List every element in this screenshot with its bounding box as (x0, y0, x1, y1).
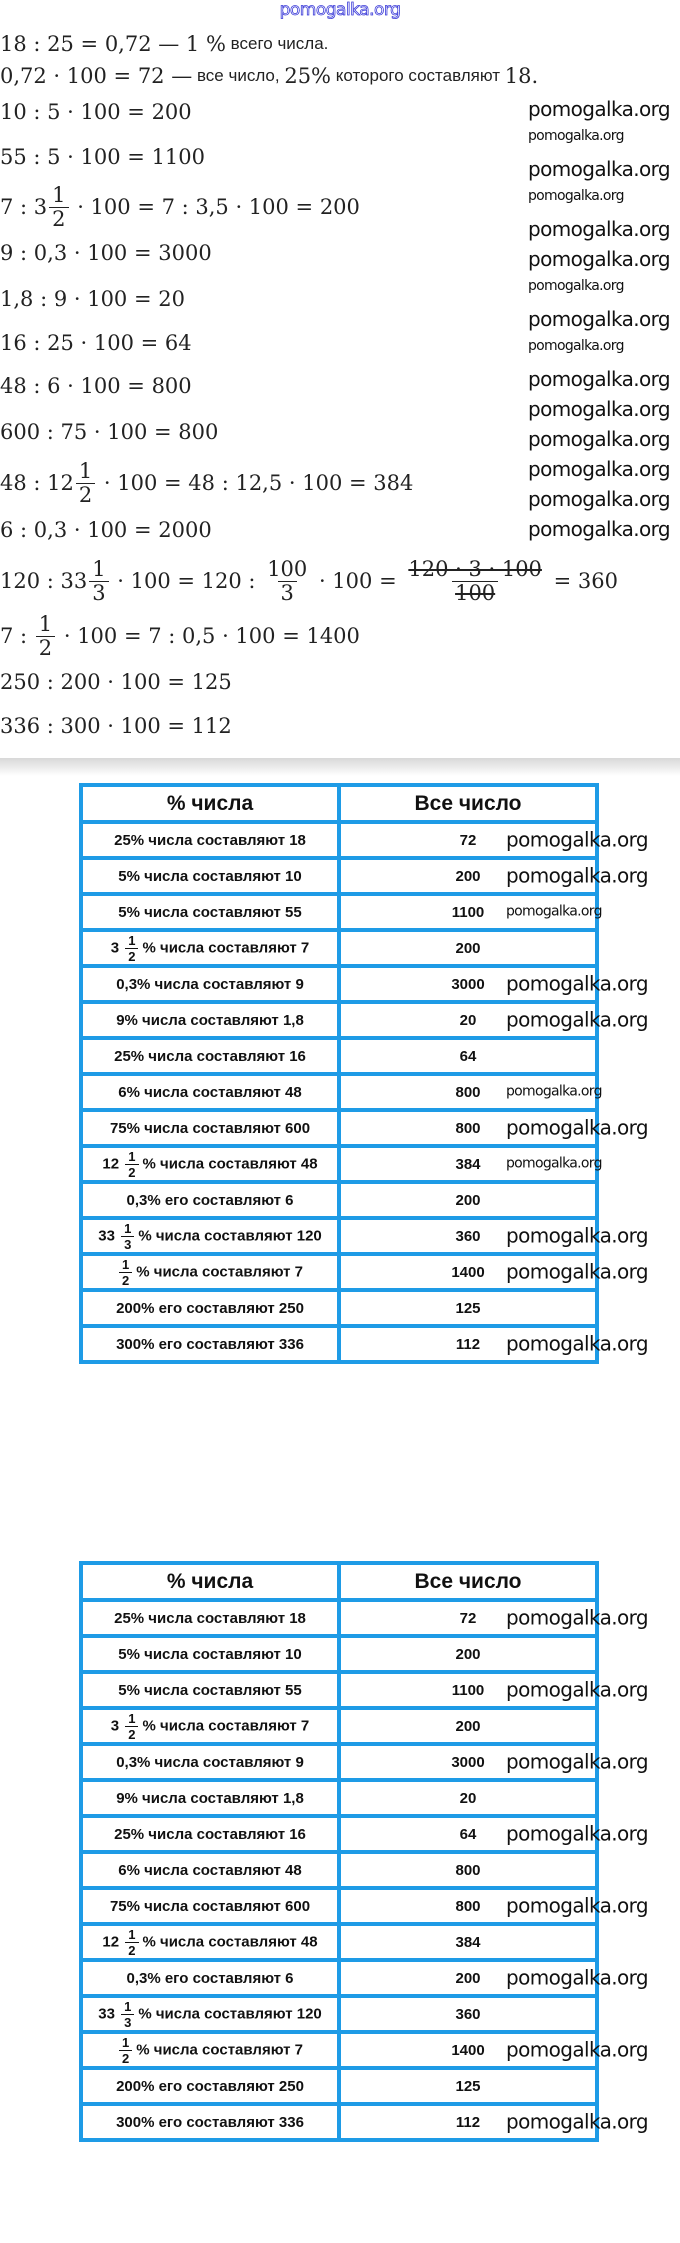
math-text: 48 : 12 (0, 471, 74, 495)
total-value: 200 (455, 867, 481, 885)
table-row (81, 858, 597, 894)
watermark-text: pomogalka.org (528, 307, 671, 331)
total-cell (339, 1038, 597, 1074)
solution-line (0, 56, 538, 96)
math-text: 7 : (0, 624, 34, 648)
text: 0,3% числа составляют 9 (116, 1753, 304, 1771)
watermark-text: pomogalka.org (528, 128, 624, 144)
percent-cell (81, 1146, 339, 1182)
total-value: 200 (455, 1645, 481, 1663)
math-text: · 100 = 48 : 12,5 · 100 = 384 (97, 471, 414, 495)
total-cell (339, 1326, 649, 1362)
percent-cell (81, 1182, 339, 1218)
solution-line (0, 412, 218, 452)
table-row (81, 1002, 597, 1038)
fraction (264, 556, 310, 605)
section-divider (0, 758, 680, 776)
solution-line (0, 92, 192, 132)
fraction (125, 1712, 138, 1741)
table-row (81, 1038, 597, 1074)
percent-cell (81, 966, 339, 1002)
table-row (81, 1960, 597, 1996)
column-header-total: Все число (339, 1563, 597, 1600)
math-text: 18 : 25 = 0,72 — 1 % (0, 32, 226, 56)
math-text: · 100 = (312, 569, 404, 593)
total-value: 800 (455, 1119, 481, 1137)
text: 9% числа составляют 1,8 (116, 1011, 304, 1029)
percent-cell (81, 930, 339, 966)
solution-line (0, 706, 232, 746)
percent-cell (81, 1290, 339, 1326)
percent-cell (81, 822, 339, 858)
column-header-percent: % числа (81, 785, 339, 822)
watermark-text: pomogalka.org (506, 1223, 649, 1248)
percent-cell (81, 2032, 339, 2068)
fraction (405, 556, 545, 605)
fraction-numerator: 1 (128, 1148, 136, 1164)
text: 5% числа составляют 55 (118, 1681, 302, 1699)
total-cell (339, 1996, 597, 2032)
text: % числа составляют 7 (136, 2040, 303, 2058)
table-row (81, 1074, 597, 1110)
total-cell (339, 930, 597, 966)
table-row (81, 1888, 597, 1924)
watermark-text: pomogalka.org (528, 217, 671, 241)
total-cell (339, 2068, 597, 2104)
total-value: 64 (459, 1825, 477, 1843)
watermark-text: pomogalka.org (506, 903, 602, 920)
solution-line (0, 556, 618, 605)
text: 25% числа составляют 16 (114, 1047, 306, 1065)
percent-cell (81, 1110, 339, 1146)
total-cell (339, 1254, 649, 1290)
percent-cell (81, 1218, 339, 1254)
text: 33 (98, 2004, 120, 2022)
table-row (81, 1254, 597, 1290)
watermark-text: pomogalka.org (506, 1749, 649, 1774)
fraction-numerator: 120 · 3 · 100 (408, 556, 542, 581)
fraction-denominator: 3 (89, 581, 108, 604)
watermark-text: pomogalka.org (506, 1677, 649, 1702)
table-row (81, 1600, 597, 1636)
watermark-text: pomogalka.org (506, 1893, 649, 1918)
total-value: 200 (455, 939, 481, 957)
fraction-numerator: 1 (38, 611, 53, 636)
percent-cell (81, 894, 339, 930)
table-header-row (81, 785, 597, 822)
table-row (81, 1996, 597, 2032)
total-cell (339, 858, 649, 894)
table-row (81, 1146, 597, 1182)
total-cell (339, 1816, 649, 1852)
total-value: 20 (459, 1011, 477, 1029)
text: % числа составляют 120 (138, 2004, 322, 2022)
total-cell (339, 1744, 649, 1780)
text: 3 (110, 1716, 124, 1734)
fraction-numerator: 1 (128, 1926, 136, 1942)
fraction-denominator: 3 (121, 1236, 134, 1251)
percent-cell (81, 2104, 339, 2140)
total-value: 1400 (451, 1263, 485, 1281)
total-value: 112 (455, 2113, 481, 2131)
watermark-text: pomogalka.org (506, 2109, 649, 2134)
percent-cell (81, 1888, 339, 1924)
watermark-text: pomogalka.org (528, 338, 624, 354)
text: % числа составляют 48 (142, 1154, 318, 1172)
math-text: 6 : 0,3 · 100 = 2000 (0, 518, 212, 542)
text: которого составляют (331, 66, 505, 85)
table-row (81, 1744, 597, 1780)
percent-cell (81, 1708, 339, 1744)
table-row (81, 1290, 597, 1326)
percent-cell (81, 1816, 339, 1852)
watermark-text: pomogalka.org (528, 157, 671, 181)
math-text: 16 : 25 · 100 = 64 (0, 331, 192, 355)
percent-cell (81, 1996, 339, 2032)
watermark-text: pomogalka.org (506, 971, 649, 996)
watermark-text: pomogalka.org (506, 2037, 649, 2062)
column-header-total: Все число (339, 785, 597, 822)
watermark-text: pomogalka.org (528, 247, 671, 271)
total-cell (339, 1110, 649, 1146)
table-row (81, 2104, 597, 2140)
total-value: 200 (455, 1969, 481, 1987)
math-text: 0,72 · 100 = 72 — (0, 64, 193, 88)
fraction-numerator: 100 (267, 556, 308, 581)
watermark-text: pomogalka.org (528, 457, 671, 481)
percent-cell (81, 2068, 339, 2104)
percent-cell (81, 1074, 339, 1110)
fraction-denominator: 100 (452, 581, 498, 604)
watermark-text: pomogalka.org (528, 278, 624, 294)
fraction-numerator: 1 (122, 2034, 130, 2050)
watermark-text: pomogalka.org (506, 1331, 649, 1356)
fraction-denominator: 2 (125, 948, 138, 963)
total-value: 72 (459, 1609, 477, 1627)
total-cell (339, 966, 649, 1002)
total-value: 200 (455, 1191, 481, 1209)
text: 0,3% его составляют 6 (126, 1191, 294, 1209)
fraction-numerator: 1 (122, 1256, 130, 1272)
text: 0,3% числа составляют 9 (116, 975, 304, 993)
table-row (81, 1780, 597, 1816)
text: % числа составляют 120 (138, 1226, 322, 1244)
text: 300% его составляют 336 (116, 1335, 304, 1353)
fraction-denominator: 3 (278, 581, 297, 604)
math-text: · 100 = 7 : 0,5 · 100 = 1400 (57, 624, 360, 648)
table-row (81, 966, 597, 1002)
table-row (81, 822, 597, 858)
solution-line (0, 233, 212, 273)
total-cell (339, 1924, 597, 1960)
table-row (81, 2032, 597, 2068)
total-cell (339, 2104, 649, 2140)
total-cell (339, 1182, 597, 1218)
total-cell (339, 822, 649, 858)
solution-line (0, 611, 360, 660)
fraction (121, 1222, 134, 1251)
watermark-text: pomogalka.org (528, 97, 671, 121)
table-row (81, 1218, 597, 1254)
text: 25% числа составляют 16 (114, 1825, 306, 1843)
table-row (81, 930, 597, 966)
solution-line (0, 323, 192, 363)
total-value: 3000 (451, 1753, 485, 1771)
fraction (125, 934, 138, 963)
math-text: 120 : 33 (0, 569, 88, 593)
site-logo-watermark: pomogalka.org (279, 0, 401, 20)
fraction-numerator: 1 (78, 458, 93, 483)
total-cell (339, 1600, 649, 1636)
percent-cell (81, 1924, 339, 1960)
watermark-text: pomogalka.org (506, 827, 649, 852)
table-row (81, 1326, 597, 1362)
fraction-denominator: 2 (49, 207, 68, 230)
fraction-denominator: 2 (125, 1942, 138, 1957)
percent-cell (81, 1960, 339, 1996)
table-row (81, 1182, 597, 1218)
total-value: 800 (455, 1083, 481, 1101)
total-value: 3000 (451, 975, 485, 993)
text: 25% числа составляют 18 (114, 831, 306, 849)
math-text: 9 : 0,3 · 100 = 3000 (0, 241, 212, 265)
watermark-text: pomogalka.org (506, 1155, 602, 1172)
total-cell (339, 2032, 649, 2068)
text: 0,3% его составляют 6 (126, 1969, 294, 1987)
fraction-numerator: 1 (128, 1710, 136, 1726)
total-cell (339, 1672, 649, 1708)
solution-line (0, 366, 192, 406)
fraction-numerator: 1 (92, 556, 106, 581)
total-value: 72 (459, 831, 477, 849)
math-text: 55 : 5 · 100 = 1100 (0, 145, 206, 169)
total-value: 360 (455, 1227, 481, 1245)
math-text: 10 : 5 · 100 = 200 (0, 100, 192, 124)
fraction-denominator: 2 (76, 483, 95, 506)
watermark-text: pomogalka.org (506, 1007, 649, 1032)
total-value: 112 (455, 1335, 481, 1353)
text: 33 (98, 1226, 120, 1244)
watermark-text: pomogalka.org (528, 367, 671, 391)
table-row (81, 1852, 597, 1888)
total-value: 800 (455, 1897, 481, 1915)
watermark-text: pomogalka.org (528, 517, 671, 541)
text: % числа составляют 7 (142, 1716, 310, 1734)
percent-cell (81, 1780, 339, 1816)
percent-cell (81, 1254, 339, 1290)
fraction-denominator: 2 (36, 636, 55, 659)
total-cell (339, 1888, 649, 1924)
table-row (81, 1636, 597, 1672)
total-value: 125 (455, 2077, 481, 2095)
math-text: · 100 = 7 : 3,5 · 100 = 200 (70, 195, 360, 219)
text: 5% числа составляют 55 (118, 903, 302, 921)
watermark-text: pomogalka.org (506, 1083, 602, 1100)
percent-cell (81, 1852, 339, 1888)
text: % числа составляют 7 (142, 938, 310, 956)
table-row (81, 1708, 597, 1744)
text: 5% числа составляют 10 (118, 1645, 302, 1663)
total-value: 20 (459, 1789, 477, 1807)
total-value: 64 (459, 1047, 477, 1065)
text: 9% числа составляют 1,8 (116, 1789, 304, 1807)
table-row (81, 1816, 597, 1852)
percent-cell (81, 1038, 339, 1074)
percent-cell (81, 1326, 339, 1362)
math-text: 1,8 : 9 · 100 = 20 (0, 287, 185, 311)
text: 25% числа составляют 18 (114, 1609, 306, 1627)
fraction (119, 2036, 132, 2065)
fraction (125, 1928, 138, 1957)
total-value: 1100 (451, 1681, 485, 1699)
total-value: 1400 (451, 2041, 485, 2059)
watermark-text: pomogalka.org (528, 487, 671, 511)
total-cell (339, 1708, 597, 1744)
total-value: 360 (455, 2005, 481, 2023)
total-value: 800 (455, 1861, 481, 1879)
total-cell (339, 1780, 597, 1816)
math-text: = 360 (546, 569, 618, 593)
text: 6% числа составляют 48 (118, 1083, 302, 1101)
solution-line (0, 662, 232, 702)
fraction-numerator: 1 (52, 182, 66, 207)
fraction-numerator: 1 (128, 932, 136, 948)
table-row (81, 894, 597, 930)
math-text: 48 : 6 · 100 = 800 (0, 374, 192, 398)
fraction (76, 458, 95, 507)
fraction-denominator: 2 (119, 2050, 132, 2065)
total-value: 200 (455, 1717, 481, 1735)
total-value: 384 (455, 1155, 481, 1173)
text: 12 (102, 1154, 124, 1172)
watermark-text: pomogalka.org (506, 1605, 649, 1630)
fraction (119, 1258, 132, 1287)
total-value: 384 (455, 1933, 481, 1951)
percent-cell (81, 858, 339, 894)
watermark-text: pomogalka.org (506, 1259, 649, 1284)
watermark-text: pomogalka.org (528, 397, 671, 421)
text: 75% числа составляют 600 (109, 1119, 311, 1137)
fraction (36, 611, 55, 660)
total-cell (339, 1636, 597, 1672)
text: % числа составляют 7 (136, 1262, 303, 1280)
text: 200% его составляют 250 (116, 1299, 304, 1317)
percent-cell (81, 1672, 339, 1708)
text: всего числа. (225, 34, 329, 53)
math-text: 250 : 200 · 100 = 125 (0, 670, 232, 694)
text: 200% его составляют 250 (116, 2077, 304, 2095)
text: 12 (102, 1932, 124, 1950)
table-row (81, 1672, 597, 1708)
total-cell (339, 894, 602, 930)
fraction (121, 2000, 134, 2029)
total-cell (339, 1290, 597, 1326)
math-text: 25% (284, 64, 332, 88)
total-value: 125 (455, 1299, 481, 1317)
fraction-denominator: 2 (125, 1164, 138, 1179)
watermark-text: pomogalka.org (506, 1965, 649, 1990)
percent-cell (81, 1600, 339, 1636)
fraction-numerator: 1 (124, 1220, 132, 1236)
total-cell (339, 1852, 597, 1888)
answer-table-1 (79, 783, 649, 1364)
percent-cell (81, 1002, 339, 1038)
solution-line (0, 510, 212, 550)
math-text: 336 : 300 · 100 = 112 (0, 714, 232, 738)
math-text: 18. (504, 64, 539, 88)
text: % числа составляют 48 (142, 1932, 318, 1950)
solution-line (0, 458, 414, 507)
fraction-denominator: 3 (121, 2014, 134, 2029)
fraction-numerator: 1 (124, 1998, 132, 2014)
percent-cell (81, 1744, 339, 1780)
total-cell (339, 1074, 602, 1110)
fraction-denominator: 2 (125, 1726, 138, 1741)
watermark-text: pomogalka.org (528, 188, 624, 204)
fraction (125, 1150, 138, 1179)
watermark-text: pomogalka.org (506, 863, 649, 888)
total-cell (339, 1218, 649, 1254)
math-text: 7 : 3 (0, 195, 48, 219)
fraction-denominator: 2 (119, 1272, 132, 1287)
solution-line (0, 137, 205, 177)
table-header-row (81, 1563, 597, 1600)
math-text: · 100 = 120 : (110, 569, 263, 593)
table-row (81, 2068, 597, 2104)
text: все число, (192, 66, 285, 85)
math-text: 600 : 75 · 100 = 800 (0, 420, 219, 444)
answer-table-2 (79, 1561, 649, 2142)
text: 3 (110, 938, 124, 956)
watermark-text: pomogalka.org (528, 427, 671, 451)
total-cell (339, 1002, 649, 1038)
watermark-text: pomogalka.org (506, 1821, 649, 1846)
percent-cell (81, 1636, 339, 1672)
table-row (81, 1924, 597, 1960)
text: 300% его составляют 336 (116, 2113, 304, 2131)
text: 6% числа составляют 48 (118, 1861, 302, 1879)
column-header-percent: % числа (81, 1563, 339, 1600)
total-cell (339, 1146, 602, 1182)
table-row (81, 1110, 597, 1146)
total-cell (339, 1960, 649, 1996)
solution-line (0, 182, 360, 231)
total-value: 1100 (451, 903, 485, 921)
watermark-text: pomogalka.org (506, 1115, 649, 1140)
text: 5% числа составляют 10 (118, 867, 302, 885)
fraction (89, 556, 108, 605)
solution-line (0, 279, 185, 319)
fraction (49, 182, 68, 231)
text: 75% числа составляют 600 (109, 1897, 311, 1915)
